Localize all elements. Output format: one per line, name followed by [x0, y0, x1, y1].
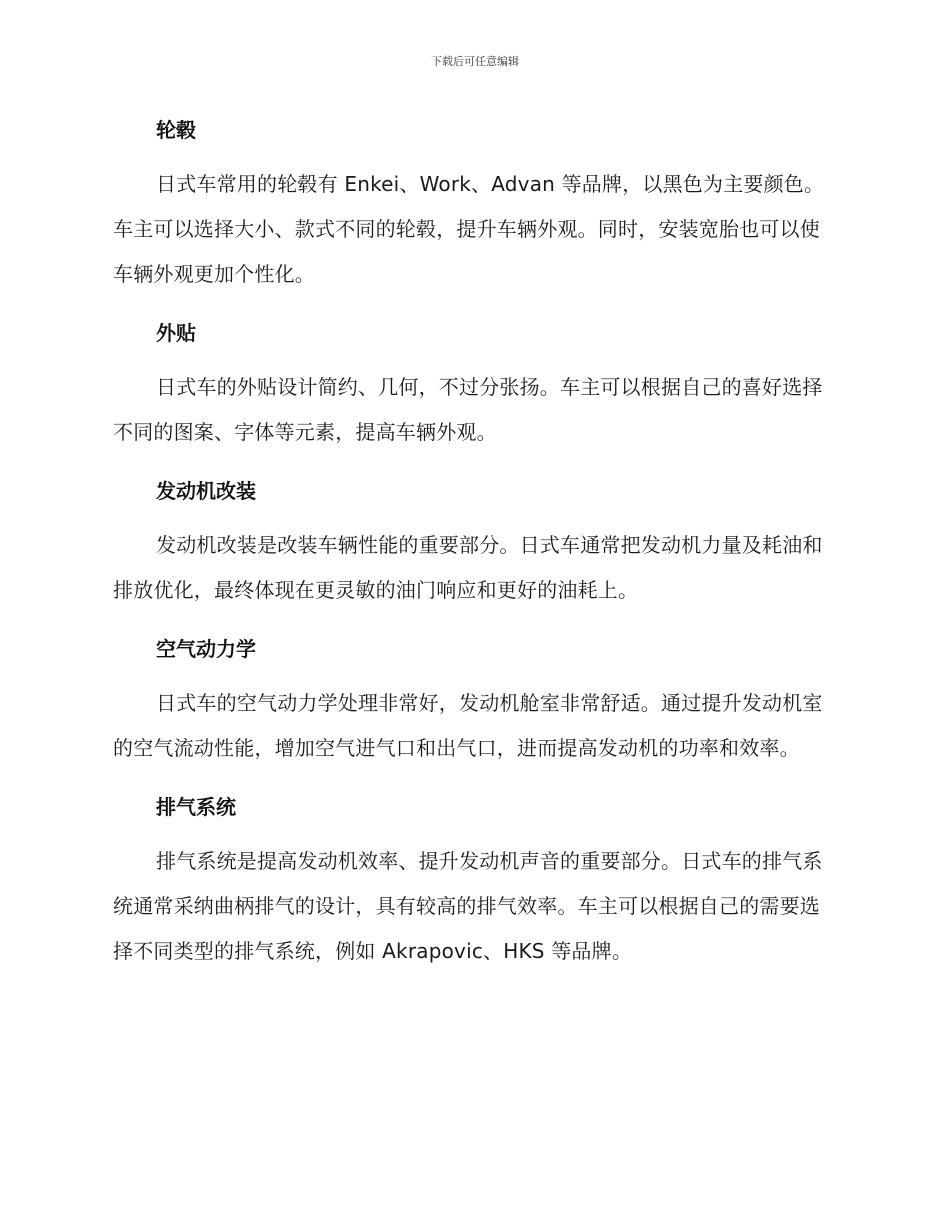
section-paragraph: 日式车常用的轮毂有 Enkei、Work、Advan 等品牌，以黑色为主要颜色。车主可以选择大小、款式不同的轮毂，提升车辆外观。同时，安装宽胎也可以使车辆外观更加个性化。 — [113, 172, 825, 286]
section-heading: 排气系统 — [156, 795, 236, 819]
section-heading: 空气动力学 — [156, 637, 256, 661]
section-decals — [113, 313, 831, 455]
section-heading: 轮毂 — [156, 118, 196, 142]
section-exhaust — [113, 787, 831, 974]
section-paragraph: 日式车的空气动力学处理非常好，发动机舱室非常舒适。通过提升发动机室的空气流动性能，增加空气进气口和出气口，进而提高发动机的功率和效率。 — [113, 691, 823, 760]
section-paragraph: 发动机改装是改装车辆性能的重要部分。日式车通常把发动机力量及耗油和排放优化，最终体现在更灵敏的油门响应和更好的油耗上。 — [113, 533, 823, 602]
section-paragraph: 日式车的外贴设计简约、几何，不过分张扬。车主可以根据自己的喜好选择不同的图案、字体等元素，提高车辆外观。 — [113, 375, 823, 444]
section-wheels — [113, 110, 831, 297]
section-paragraph: 排气系统是提高发动机效率、提升发动机声音的重要部分。日式车的排气系统通常采纳曲柄排气的设计，具有较高的排气效率。车主可以根据自己的需要选择不同类型的排气系统，例如 Akrapovic、HKS 等品牌。 — [113, 849, 823, 963]
section-engine — [113, 471, 831, 613]
section-aerodynamics — [113, 629, 831, 771]
section-heading: 发动机改装 — [156, 479, 256, 503]
section-heading: 外贴 — [156, 321, 196, 345]
document-body — [113, 110, 831, 974]
page-header: 下载后可任意编辑 — [431, 55, 519, 68]
